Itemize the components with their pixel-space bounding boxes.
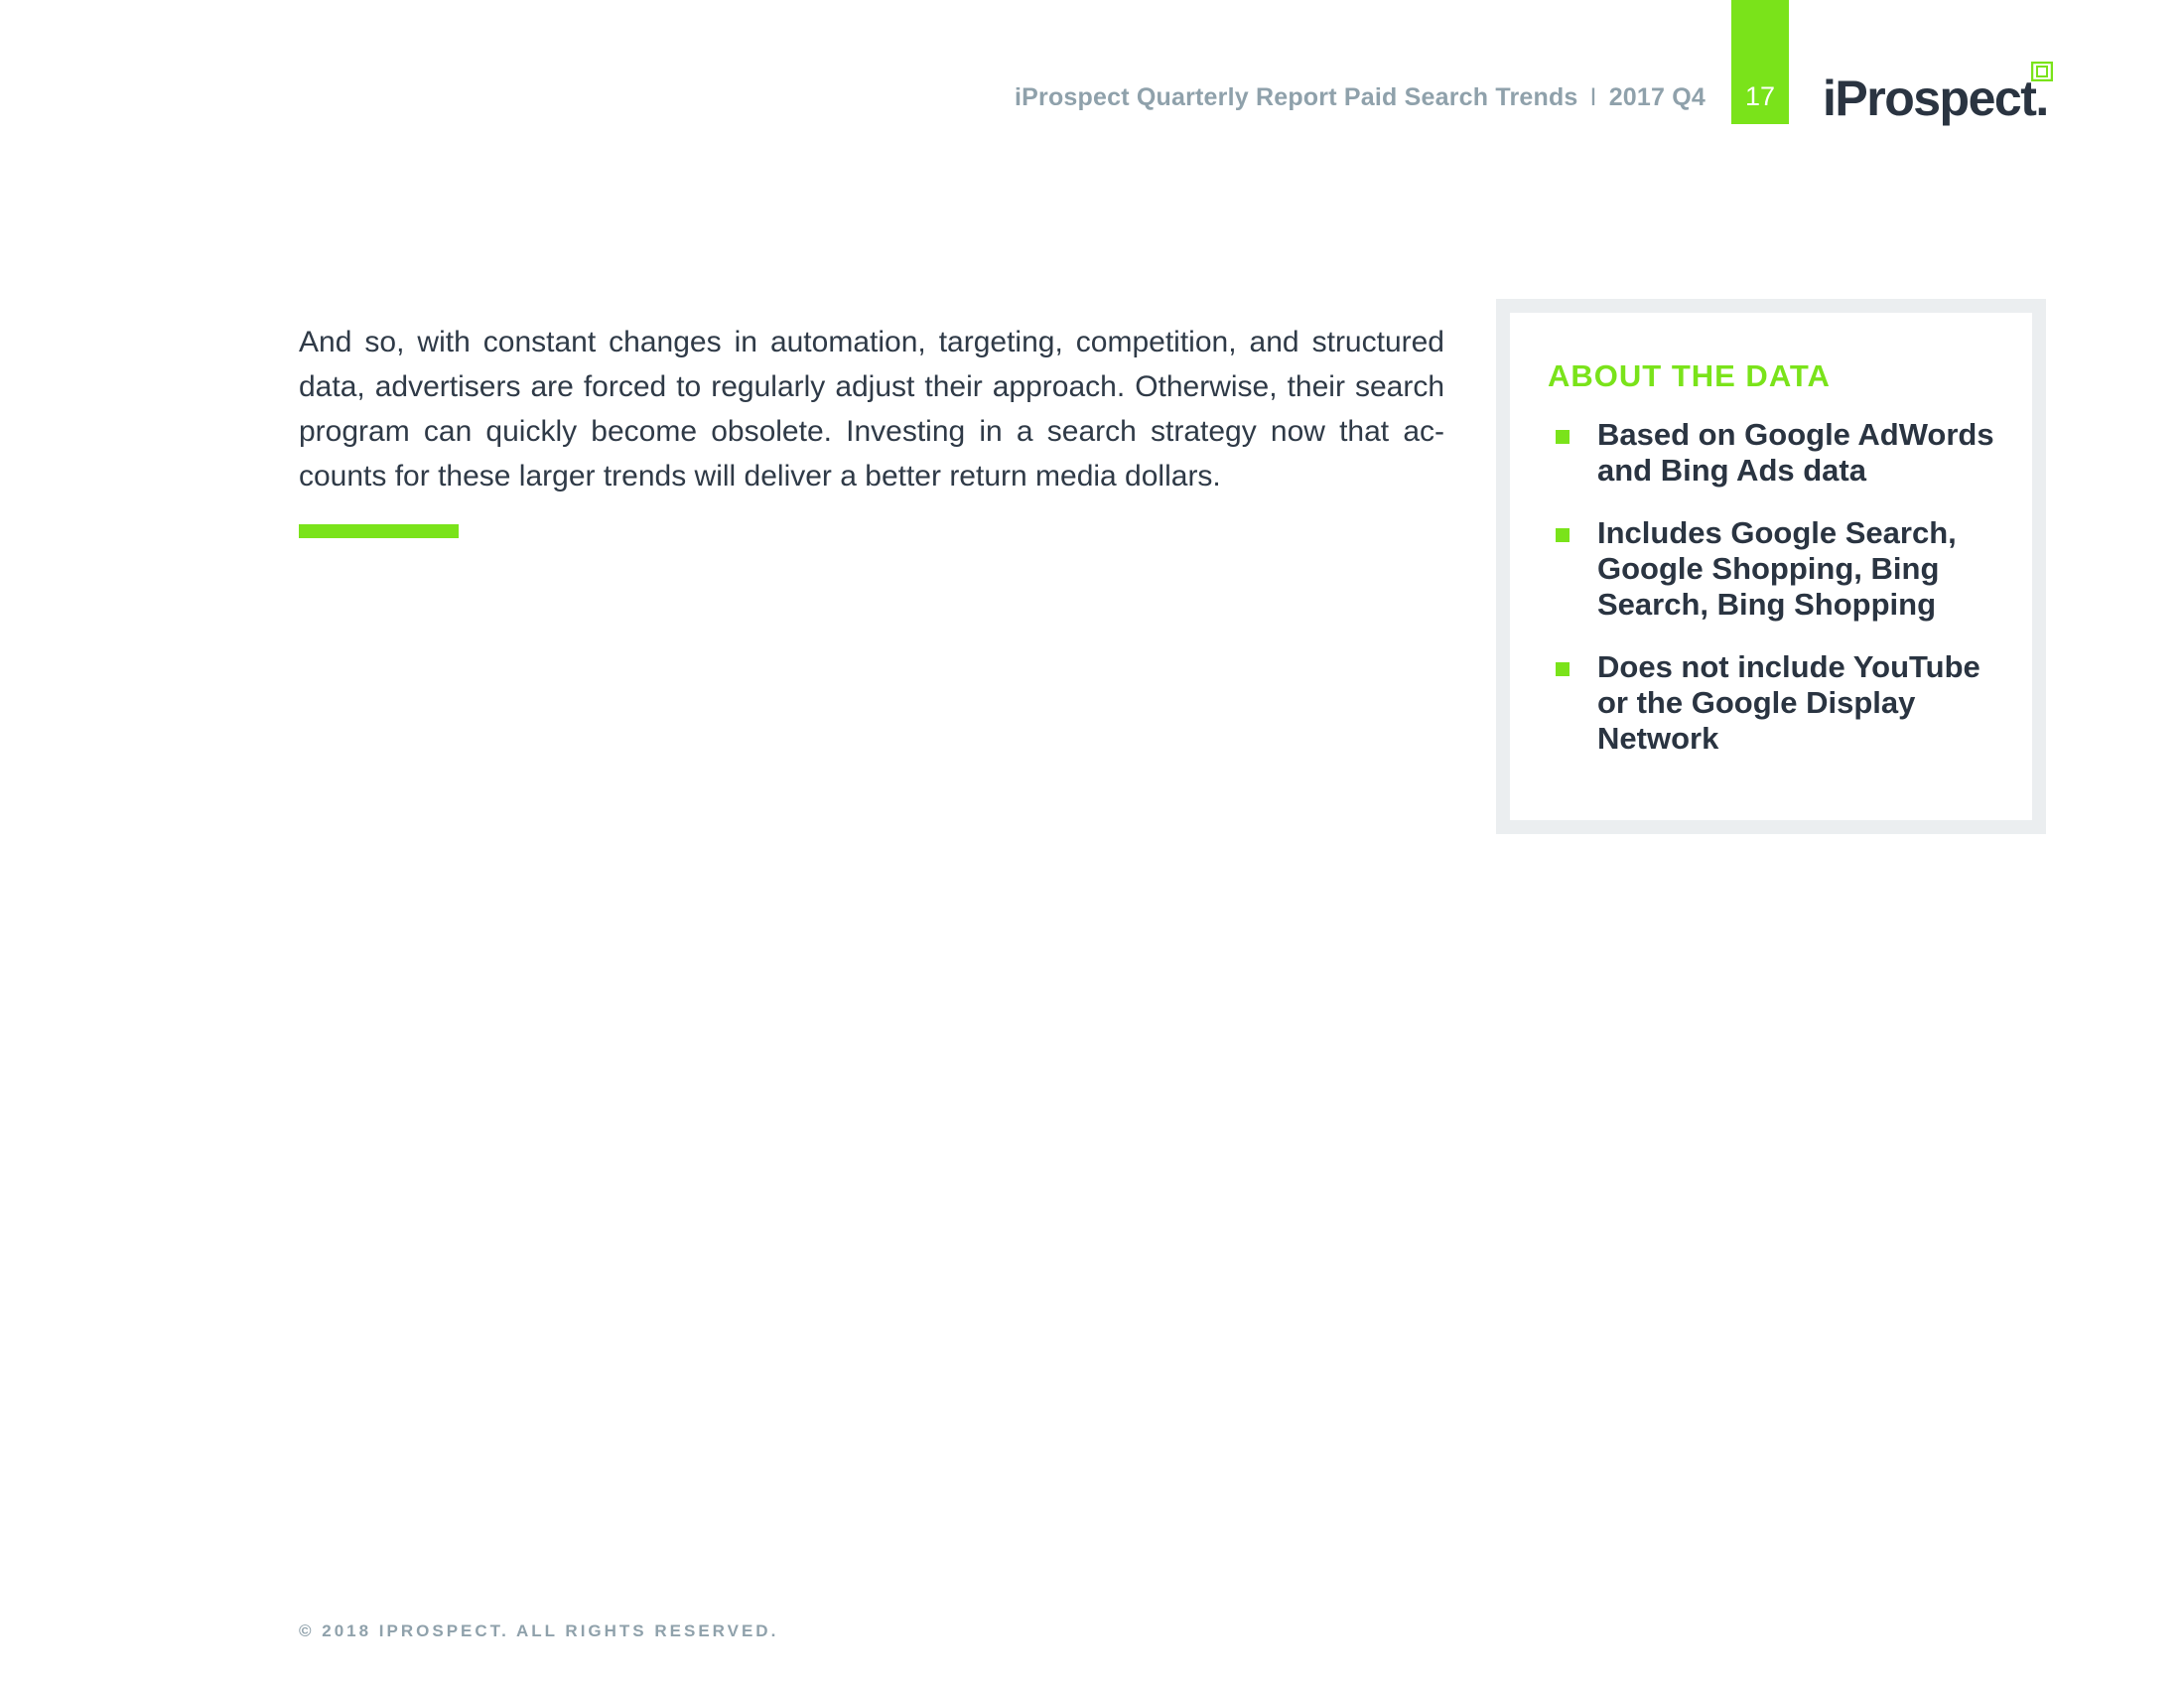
body-paragraph: And so, with constant changes in automation, targeting, competition, and structured data, advertisers are forced to regularly adjust their approach. Otherwise, their search program can quickly become obsolete. Investing in a search strategy now that ac-counts for these larger trends will deliver a better return media dollars. <box>299 326 1444 492</box>
list-item <box>1548 515 1994 623</box>
logo-text: iProspect. <box>1823 70 2048 126</box>
list-item-text: Based on Google AdWords and Bing Ads data <box>1597 417 1994 488</box>
list-item-text: Does not include YouTube or the Google Display Network <box>1597 649 1980 756</box>
about-title: ABOUT THE DATA <box>1548 358 1831 393</box>
list-item <box>1548 649 1994 757</box>
bullet-square-icon <box>1556 662 1570 676</box>
header-separator: I <box>1589 83 1597 111</box>
page-number-tab <box>1731 0 1789 124</box>
page-number: 17 <box>1744 81 1776 111</box>
iprospect-logo <box>1823 62 2051 133</box>
copyright-footer: © 2018 IPROSPECT. ALL RIGHTS RESERVED. <box>299 1621 779 1640</box>
bullet-square-icon <box>1556 528 1570 542</box>
bullet-square-icon <box>1556 430 1570 444</box>
report-title: iProspect Quarterly Report Paid Search Trends <box>1015 83 1578 111</box>
about-the-data-box <box>1496 299 2046 834</box>
iprospect-logo-mark-icon <box>2031 62 2053 81</box>
about-bullet-list <box>1548 417 1994 783</box>
list-item-text: Includes Google Search, Google Shopping, Bing Search, Bing Shopping <box>1597 515 1957 622</box>
report-header <box>1015 83 1706 112</box>
list-item <box>1548 417 1994 489</box>
report-period: 2017 Q4 <box>1608 83 1706 111</box>
accent-divider <box>299 524 459 538</box>
